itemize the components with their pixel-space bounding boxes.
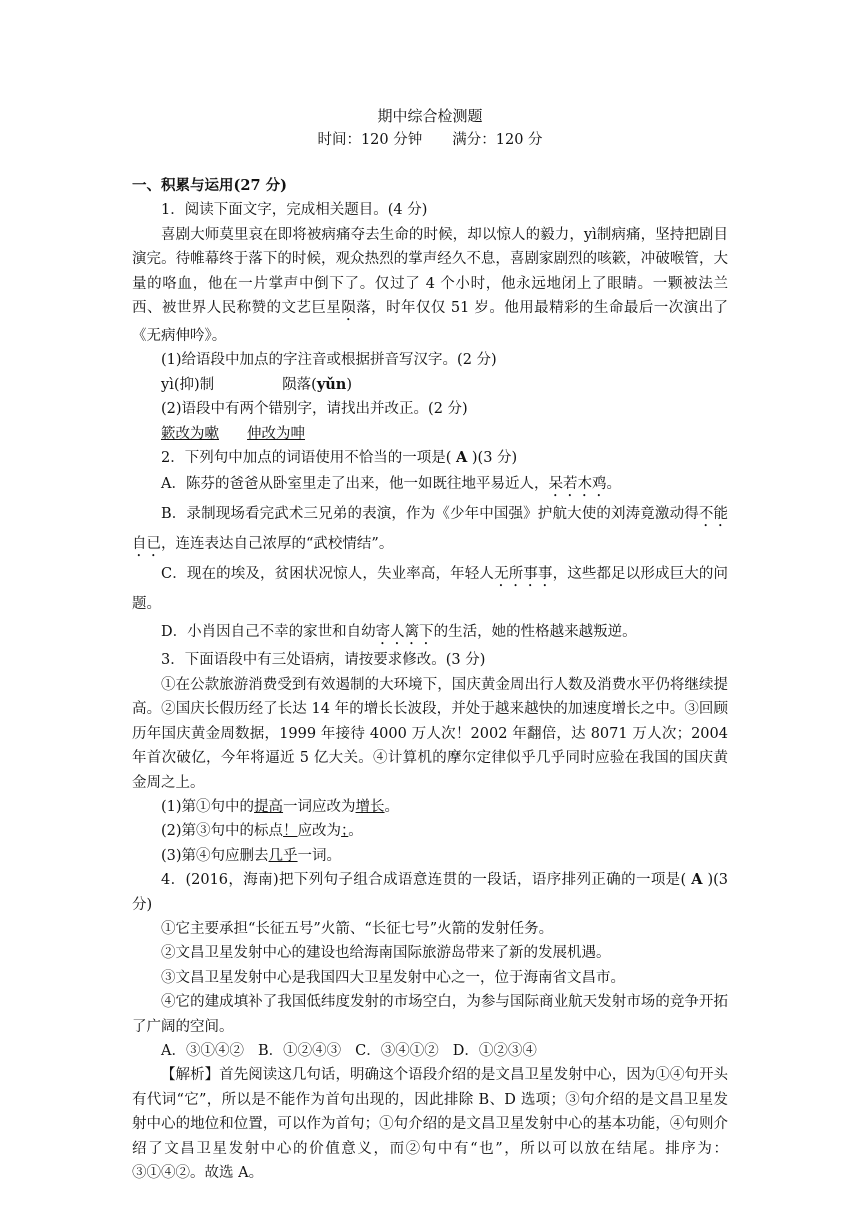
q4-stem: 4．(2016，海南)把下列句子组合成语意连贯的一段话，语序排列正确的一项是( A )(3 分)	[132, 871, 728, 913]
q4-sentence-3: ③文昌卫星发射中心是我国四大卫星发射中心之一，位于海南省文昌市。	[161, 969, 625, 986]
q3-passage: ①在公款旅游消费受到有效遏制的大环境下，国庆黄金周出行人数及消费水平仍将继续提高。②国庆长假历经了长达 14 年的增长长波段，并处于越来越快的加速度增长之中。③回顾历年国庆黄金周数据，1999 年接待 4000 万人次！2002 年翻倍，达 8071 万人次；2004 年首次破亿，今年将逼近 5 亿大关。④计算机的摩尔定律似乎几乎同时应验在我国的国庆黄金周之上。	[132, 676, 728, 791]
q1-passage: 喜剧大师莫里哀在即将被病痛夺去生命的时候，却以惊人的毅力，yì制病痛，坚持把剧目演完。待帷幕终于落下的时候，观众热烈的掌声经久不息，喜剧家剧烈的咳簌，冲破喉管，大量的咯血，他在一片掌声中倒下了。仅过了 4 个小时，他永远地闭上了眼睛。一颗被法兰西、被世界人民称赞的文艺巨星陨落，时年仅仅 51 岁。他用最精彩的生命最后一次演出了《无病伸吟》。	[132, 226, 729, 345]
q3-answer3: (3)第④句应删去几乎一词。	[161, 847, 342, 864]
dotted-char: 陨	[341, 300, 357, 317]
q4-analysis: 【解析】首先阅读这几句话，明确这个语段介绍的是文昌卫星发射中心，因为①④句开头有代词“它”，所以是不能作为首句出现的，因此排除 B、D 选项；③句介绍的是文昌卫星发射中心的地位和位置，可以作为首句；①句介绍的是文昌卫星发射中心的基本功能，④句则介绍了文昌卫星发射中心的价值意义，而②句中有“也”，所以可以放在结尾。排序为：③①④②。故选 A。	[132, 1067, 728, 1181]
q4-sentence-2: ②文昌卫星发射中心的建设也给海南国际旅游岛带来了新的发展机遇。	[161, 945, 611, 962]
exam-time: 时间：120 分钟	[317, 132, 423, 148]
q4-options: A．③①④② B．①②④③ C．③④①② D．①②③④	[161, 1042, 537, 1059]
q2-option-d: D．小肖因自己不幸的家世和自幼寄人篱下的生活，她的性格越来越叛逆。	[161, 624, 637, 641]
exam-title: 期中综合检测题	[377, 107, 483, 125]
q4-sentence-4: ④它的建成填补了我国低纬度发射的市场空白，为参与国际商业航天发射市场的竞争开拓了广阔的空间。	[132, 994, 728, 1035]
q1-answer2: 簌改为嗽 伸改为呻	[161, 425, 305, 442]
q2-stem: 2．下列句中加点的词语使用不恰当的一项是( A )(3 分)	[161, 449, 518, 467]
q2-option-c: C．现在的埃及，贫困状况惊人，失业率高，年轻人无所事事，这些都足以形成巨大的问题。	[132, 566, 729, 613]
section-heading: 一、积累与运用(27 分)	[132, 177, 287, 194]
q1-sub2: (2)语段中有两个错别字，请找出并改正。(2 分)	[161, 401, 468, 418]
q2-answer: A	[456, 449, 468, 467]
q3-answer2: (2)第③句中的标点！应改为；。	[161, 823, 363, 840]
document-body	[132, 104, 728, 1185]
q3-stem: 3．下面语段中有三处语病，请按要求修改。(3 分)	[161, 652, 486, 669]
q1-answer1: yì(抑)制 陨落(yǔn)	[161, 375, 353, 393]
q1-sub1: (1)给语段中加点的字注音或根据拼音写汉字。(2 分)	[161, 352, 497, 369]
exam-info	[132, 128, 728, 152]
q4-answer: A	[691, 871, 703, 889]
q1-stem: 1．阅读下面文字，完成相关题目。(4 分)	[161, 202, 428, 219]
exam-score: 满分：120 分	[452, 132, 543, 148]
q2-option-a: A．陈芬的爸爸从卧室里走了出来，他一如既往地平易近人，呆若木鸡。	[161, 476, 621, 493]
q4-sentence-1: ①它主要承担“长征五号”火箭、“长征七号”火箭的发射任务。	[161, 920, 554, 937]
q3-answer1: (1)第①句中的提高一词应改为增长。	[161, 798, 400, 815]
q2-option-b: B．录制现场看完武术三兄弟的表演，作为《少年中国强》护航大使的刘涛竟激动得不能自已，连连表达自己浓厚的“武校情结”。	[132, 506, 728, 553]
